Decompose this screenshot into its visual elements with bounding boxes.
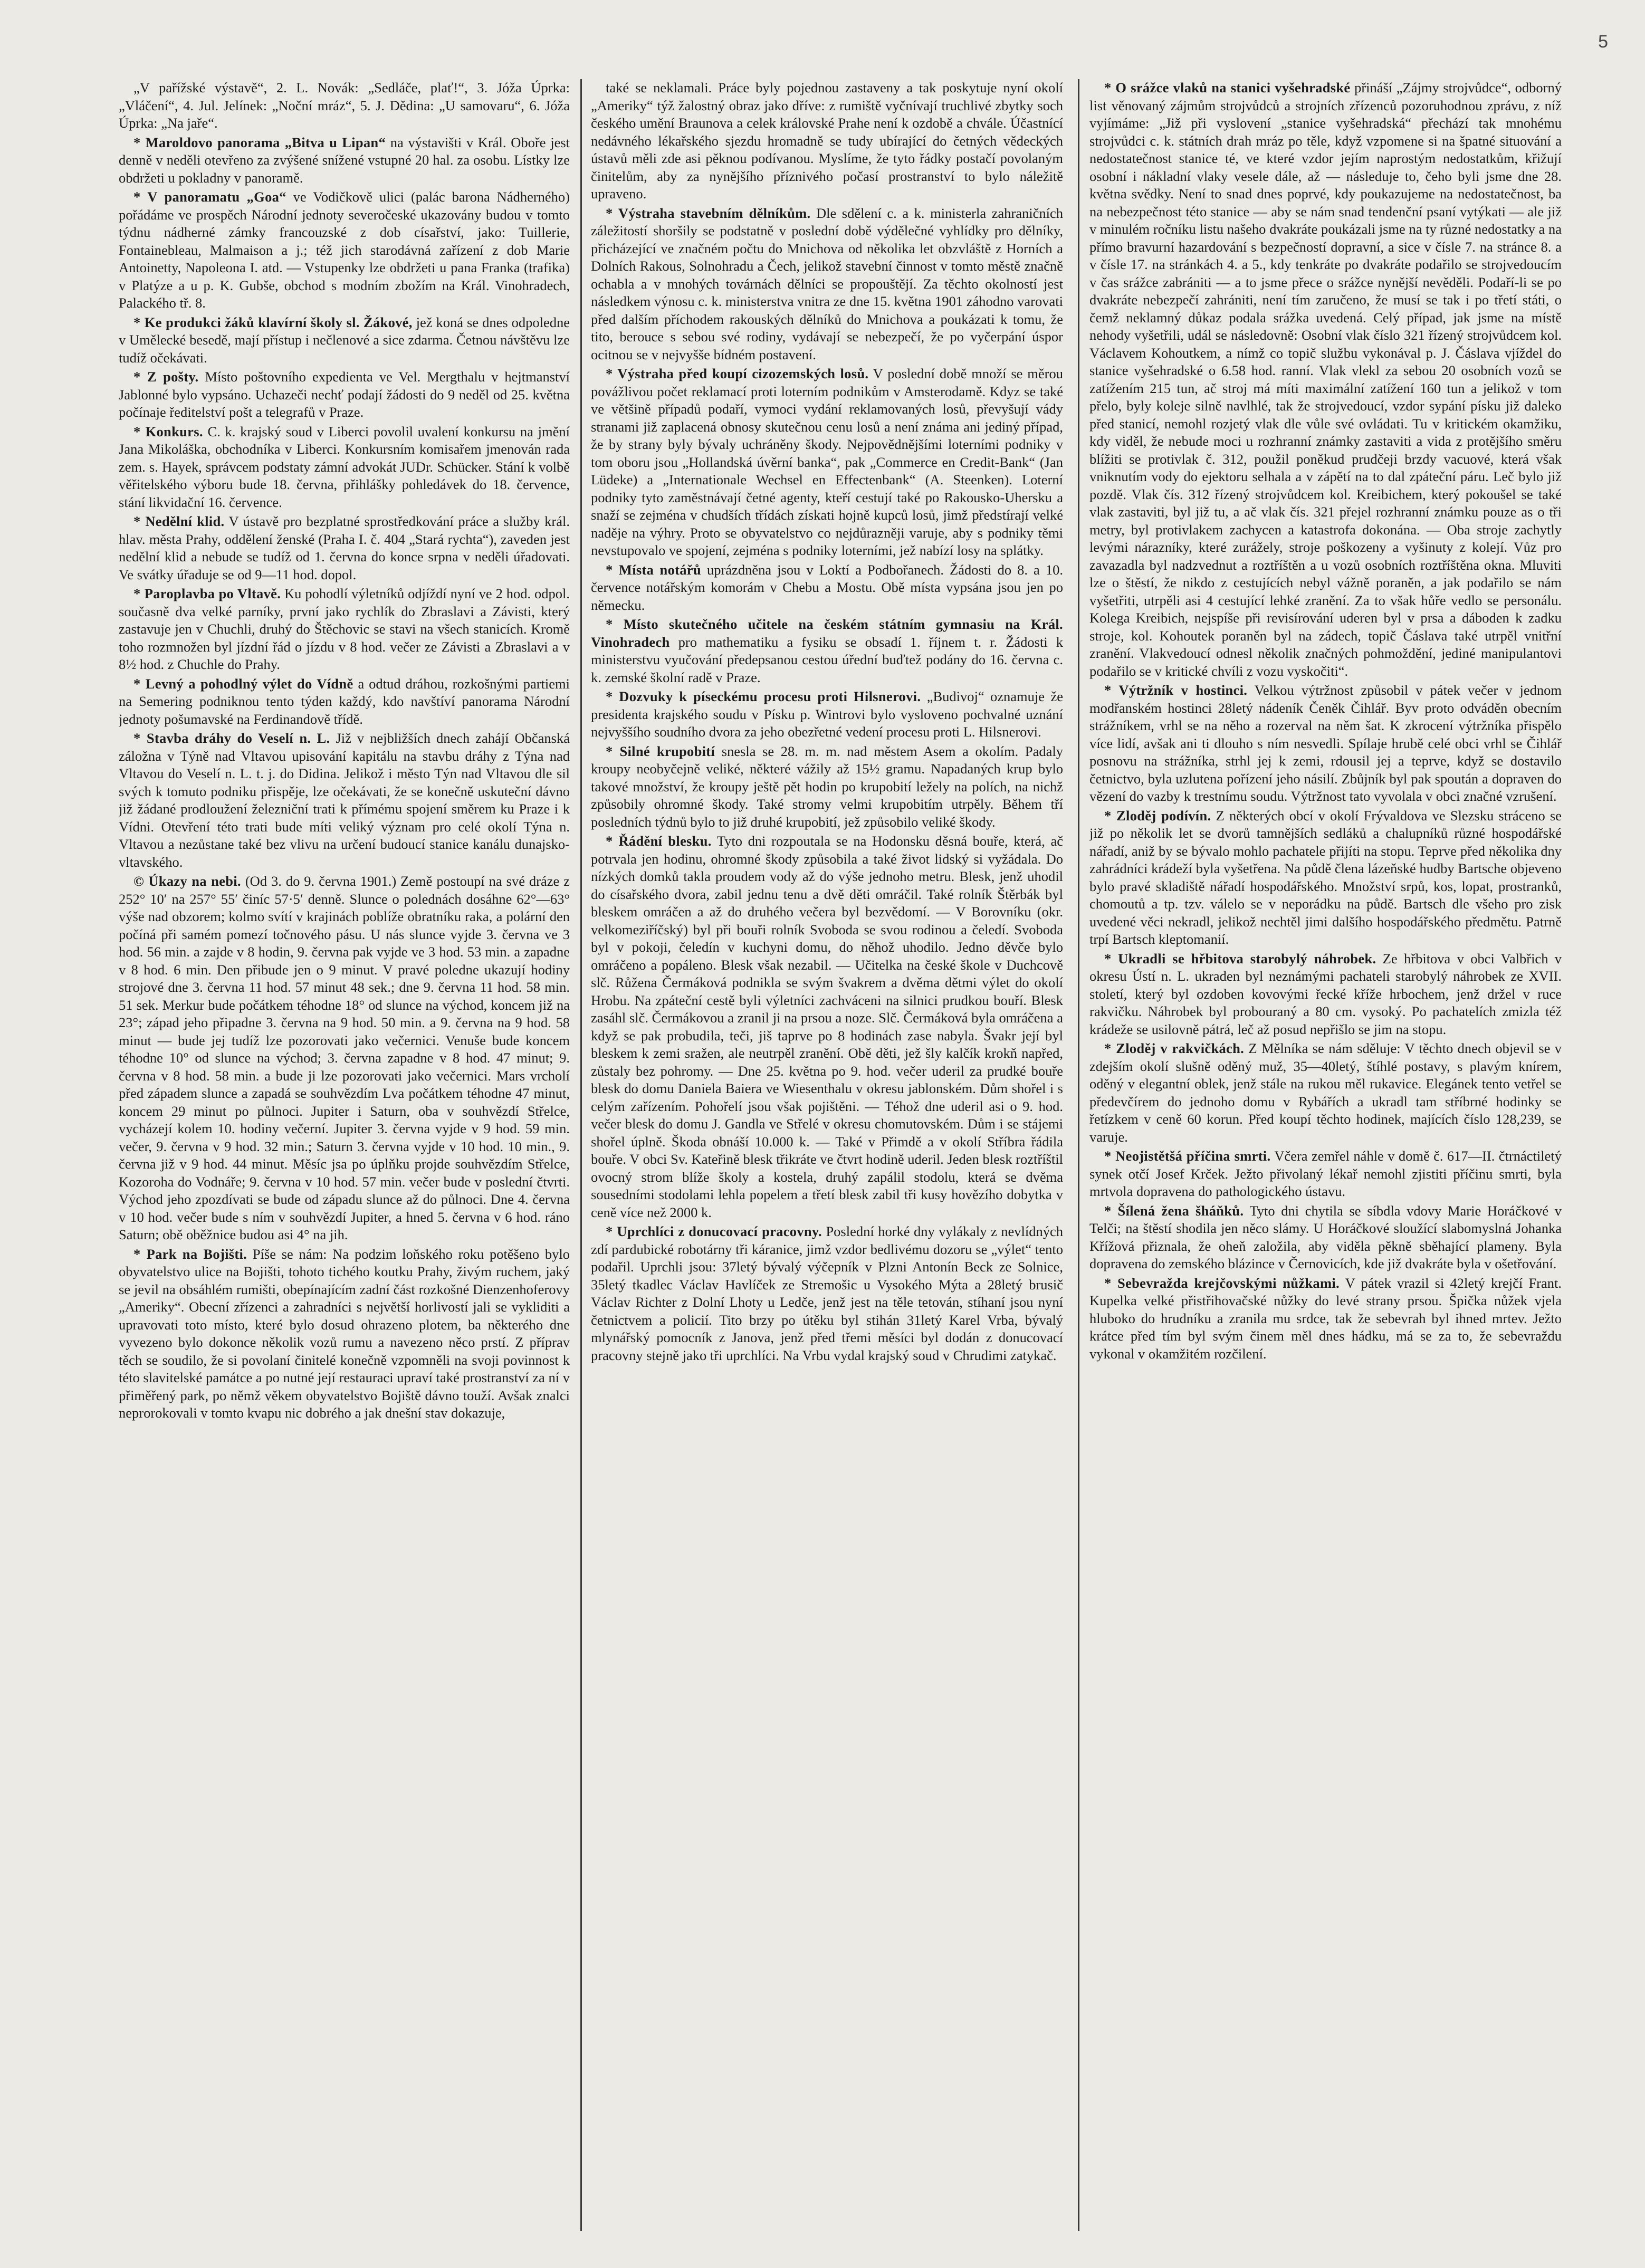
article-text: (Od 3. do 9. června 1901.) Země postoupí na své dráze z 252° 10′ na 257° 55′ činíc 57·5′ denně. Slunce o polednách dosáhne 62°—63° výše nad obzorem; kolmo svítí v krajinách poblíže obratníku raka, a polární den počíná při samém pomezí točnového pásu. U nás slunce vyjde 3. června ve 3 hod. 56 min. a zajde v 8 hodin, 9. června pak vyjde ve 3 hod. 53 min. a zapadne v 8 hod. 6 min. Den přibude jen o 9 minut. V pravé poledne ukazují hodiny strojové dne 3. června 11 hod. 57 minut 48 sek.; dne 9. června 11 hod. 58 min. 51 sek. Merkur bude počátkem téhodne 18° od slunce na východ, koncem již na 23°; západ jeho připadne 3. června na 9 hod. 50 min. a 9. června na 9 hod. 58 minut — bude jej tudíž lze pozorovati jako večernici. Venuše bude koncem téhodne 10° od slunce na východ; 3. června zapadne v 8 hod. 47 minut; 9. června v 8 hod. 58 min. a bude ji lze pozorovati jako večernici. Mars vrcholí před západem slunce a zapadá se souhvězdím Lva počátkem téhodne 47 minut, koncem 29 minut po půlnoci. Jupiter i Saturn, oba v souhvězdí Střelce, vycházejí kolem 10. hodiny večerní. Jupiter 3. června vyjde v 9 hod. 59 min. večer, 9. června v 9 hod. 32 min.; Saturn 3. června vyjde v 10 hod. 10 min., 9. června již v 9 hod. 44 minut. Měsíc jsa po úplňku projde souhvězdím Střelce, Kozoroha do Vodnáře; 9. června v 10 hod. 57 min. večer bude v poslední čtvrti. Východ jeho zpozdívati se bude od západu slunce až do půlnoci. Dne 4. června v 10 hod. večer bude s ním v souhvězdí Jupiter, a hned 5. června v 6 hod. ráno Saturn; obě oběžnice budou asi 4° na jih.: [119, 873, 570, 1242]
article-paragraph: [119, 730, 570, 871]
article-paragraph: [1089, 807, 1562, 949]
article-text: ve Vodičkově ulici (palác barona Nádherného) pořádáme ve prospěch Národní jednoty severočeské ukazovány budou v tomto týdnu nádherné zámky francouzské z dob císařství, jako: Tuillerie, Fontainebleau, Malmaison a j.; též jich starodávná zařízení z dob Marie Antoinetty, Napoleona I. atd. — Vstupenky lze obdržeti u pana Franka (trafika) v Platýze a u p. K. Gubše, obchod s modním zbožím na Král. Vinohradech, Palackého tř. 8.: [119, 189, 570, 311]
article-paragraph: [119, 423, 570, 512]
article-text: Včera zemřel náhle v domě č. 617—II. čtrnáctiletý synek otčí Josef Krček. Ježto přivolaný lékař nemohl zjistiti příčinu smrti, byla mrtvola dopravena do pathologického ústavu.: [1089, 1148, 1562, 1199]
article-paragraph: [1089, 950, 1562, 1039]
article-text: Ku pohodlí výletníků odjíždí nyní ve 2 hod. odpol. současně dva velké parníky, první jako rychlík do Zbraslavi a Závisti, který zastavuje jen v Chuchli, druhý do Štěchovic se stavi na všech stanicích. Kromě toho rozmnožen byl jízdní řád o jízdu v 8 hod. večer ze Závisti a Zbraslavi a v 8½ hod. z Chuchle do Prahy.: [119, 586, 570, 672]
article-headline: * Uprchlíci z donucovací pracovny.: [606, 1223, 822, 1239]
column-middle: [591, 79, 1063, 2236]
article-paragraph: [119, 1246, 570, 1422]
article-headline: * Ke produkci žáků klavírní školy sl. Žákové,: [133, 314, 413, 330]
article-paragraph: [119, 368, 570, 422]
article-paragraph: [1089, 1040, 1562, 1146]
article-paragraph: [591, 79, 1063, 203]
article-text: Tyto dni rozpoutala se na Hodonsku děsná bouře, která, ač potrvala jen hodinu, ohromné škody způsobila a také život lidský si vyžádala. Do nízkých domků takla proudem vody až do výše jednoho metru. Blesk, jenž uhodil do císařského dvora, zabil jednu tenu a dvě děti omráčil. Také rolník Štěrbák byl bleskem omráčen a až do druhého večera byl bezvědomí. — V Borovníku (okr. velkomeziříčský) byl při bouři rolník Svoboda se svou rodinou a čeledí. Svoboda byl v pokoji, čeledín v kuchyni domu, do něhož uhodilo. Jedno děvče bylo omráčeno a popáleno. Blesk však nezabil. — Učitelka na české škole v Duchcově slč. Růžena Čermáková podnikla se svým švakrem a dvěma dětmi výlet do okolí Hrobu. Na zpáteční cestě byli výletníci zachváceni na silnici prudkou bouří. Blesk zasáhl slč. Čermákovou a zranil ji na prsou a noze. Slč. Čermáková byla omráčena a když se pak probudila, teči, jiš taprve po 8 hodinách zase nabyla. Švakr její byl bleskem k zemi sražen, ale neutrpěl zranění. Obě děti, jež šly kalčík krokň napřed, zůstaly bez pohromy. — Dne 25. května po 9. hod. večer uderil za prudké bouře blesk do domu Daniela Baiera ve Wiesenthalu v okresu jablonském. Dům shořel i s celým zařízením. Pohořelí jsou však pojištěni. — Téhož dne uderil asi o 9. hod. večer blesk do domu J. Gandla ve Střelé v okresu chomutovském. Dům i se stájemi shořel úplně. Škoda obnáší 10.000 k. — Také v Přimdě a v okolí Stříbra řádila bouře. V obci Sv. Kateřině blesk třikráte ve čtvrt hodině uderil. Jeden blesk roztříštil ovocný strom blíže školy a kostela, druhý zapálil stodolu, která se dvěma sousedními stodolami lehla popelem a třetí blesk zabil tři kusy hovězího dobytka v ceně více než 2000 k.: [591, 833, 1063, 1220]
article-text: Z Mělníka se nám sděluje: V těchto dnech objevil se v zdejším okolí slušně oděný muž, 35—40letý, štíhlé postavy, s plavým knírem, oděný v elegantní oblek, jenž stále na rukou měl rukavice. Elegánek tento vetřel se předevčírem do jednoho domu v Rybářích a ukradl tam stříbrné hodinky se řetízkem v ceně 60 korun. Před koupí těchto hodinek, majících číslo 128,239, se varuje.: [1089, 1040, 1562, 1145]
article-text: a odtud dráhou, rozkošnými partiemi na Semering podniknou tento týden každý, kdo navštíví panorama Národní jednoty pošumavské na Ferdinandově třídě.: [119, 675, 570, 727]
article-headline: * Místa notářů: [606, 561, 701, 578]
article-paragraph: [591, 561, 1063, 615]
article-headline: * Šílená žena šháňků.: [1104, 1202, 1244, 1219]
article-paragraph: [119, 585, 570, 674]
article-paragraph: [1089, 682, 1562, 806]
article-text: na výstavišti v Král. Oboře jest denně v neděli otevřeno za zvýšené snížené vstupné 20 hal. za osobu. Lístky lze obdržeti u pokladny v panoramě.: [119, 134, 570, 186]
article-text: jež koná se dnes odpoledne v Umělecké besedě, mají přístup i nečlenové a sice zdarma. Četnou návštěvu lze tudíž očekávati.: [119, 314, 570, 366]
article-text: C. k. krajský soud v Liberci povolil uvalení konkursu na jmění Jana Mikoláška, obchodníka v Liberci. Konkursním komisařem jmenován rada zem. s. Hayek, správcem podstaty zámní advokát JUDr. Schücker. Stání k volbě věřitelského výboru bude 18. června, přihlášky pohledávek do 18. července, stání likvidační 16. července.: [119, 423, 570, 510]
article-paragraph: [591, 1223, 1063, 1364]
article-headline: * Výtržník v hostinci.: [1104, 682, 1248, 698]
article-text: Místo poštovního expedienta ve Vel. Mergthalu v hejtmanství Jablonné bylo vypsáno. Uchazeči nechť podají žádosti do 9 neděl od 25. května počínaje ředitelství pošt a telegrafů v Praze.: [119, 369, 570, 420]
article-text: V ústavě pro bezplatné sprostředkování práce a služby král. hlav. města Prahy, oddělení ženské (Praha I. č. 404 „Stará rychta“), zaveden jest nedělní klid a nebude se tudíž od 1. června do konce srpna v neděli úřadovati. Ve svátky úřaduje se od 9—11 hod. dopol.: [119, 513, 570, 582]
article-paragraph: [119, 79, 570, 132]
article-text: V poslední době množí se měrou povážlivou počet reklamací proti loterním podnikům v Amsterodamě. Kdyz se také ve většině případů podaří, vymoci vydání reklamovaných losů, převyšují vády stranami již zaplacená obnosy skutečnou cenu losů a není známa ani jediný případ, že by strany byly bývaly uchráněny škody. Nejpovědnějšími loterními podniky v tom oboru jsou „Hollandská úvěrní banka“, pak „Commerce en Credit-Bank“ (Jan Lüdeke) a „Internationale Wechsel en Effectenbank“ (A. Steenken). Loterní podniky tyto zaměstnávají četné agenty, kteří cestují také po Rakousko-Uhersku a snaží se zejména v chudších třídách získati hojně kupců losů, jimž předstírají velké naděje na výhry. Proto se obyvatelstvo co nejdůrazněji varuje, aby s podniky těmi nevstupovalo ve spojení, zejména s podniky loterními, jež nabízí losy na splátky.: [591, 366, 1063, 558]
article-text: uprázdněna jsou v Loktí a Podbořanech. Žádosti do 8. a 10. července notářským komorám v Chebu a Mostu. Obě místa vypsána jsou jen po německu.: [591, 561, 1063, 613]
article-headline: * Silné krupobití: [606, 743, 715, 759]
article-headline: * Konkurs.: [133, 423, 203, 439]
article-headline: * Zloděj podívín.: [1104, 807, 1211, 824]
article-text: „Budivoj“ oznamuje že presidenta krajského soudu v Písku p. Wintrovi bylo vysloveno pochvalné uznání nejvyššího soudního dvora za jeho obezřetné vedení procesu proti L. Hilsnerovi.: [591, 688, 1063, 740]
article-paragraph: [591, 365, 1063, 560]
column-left: [119, 79, 570, 2236]
article-text: přináší „Zájmy strojvůdce“, odborný list věnovaný zájmům strojvůdců a strojních zřízenců pozoruhodnou zprávu, z níž vyjímáme: „Již při vyslovení „stanice vyšehradská“ přechází tak mnohému strojvůdci c. k. státních drah mráz po těle, když vzpomene si na špatné situování a nedostatečnost stanice té, ve které vzdor jejím naprostým nedostatkům, křižují osobní i nákladní vlaky vesele dále, až — následuje to, čeho byli jsme dne 28. května svědky. Není to snad dnes poprvé, kdy poukazujeme na nedostatečnost, ba na nebezpečnost této stanice — aby se nám snad tendenční psaní vytýkati — ale již v minulém ročníku listu našeho dvakráte poukázali jsme na ty různé nedostatky a na přímo bravurní hazardování s bezpečností dopravní, a sice v čísle 7. na stránce 8. a v čísle 17. na stránkách 4. a 5., kdy tenkráte po dvakráte podařilo se strojvedoucím v čas srážce zabrániti — a to jsme přece o srážce nynější nevěděli. Podaří-li se po dvakráte nebezpečí zahrániti, není tím zaručeno, že musí se tak i po třetí státi, o čemž neklamný důkaz podala srážka uvedená. Celý případ, jak jsme na místě nehody vyšetřili, udál se následovně: Osobní vlak číslo 321 řízený strojvůdcem kol. Václavem Kohoutkem, a nímž co topič službu vykonával p. J. Čáslava vjíždel do stanice vyšehradské o 6.58 hod. ranní. Vlak vlekl za sebou 20 osobních vozů se zatížením 215 tun, ač stroj má míti maximální zatížení 160 tun a jelikož v tom přelo, byly koleje silně navlhlé, tak že strojvedoucí, vzdor sypání písku již daleko před stanicí, nemohl rozjetý vlak dle vůle své ovládati. Tu v kritickém okamžiku, kdy viděl, že nebude moci u rozhranní známky zastaviti a vida z protějšího směru blížiti se protivlak č. 312, použil poněkud prudčeji brzdy vacuové, která však vniknutím vody do ejektoru selhala a v zápětí na to dal zpáteční páru. Leč bylo již pozdě. Vlak čís. 312 řízený strojvůdcem kol. Kreibichem, který pokoušel se také vlak zastaviti, byl již tu, a ač vlak čís. 321 přejel rozhranní známku pouze as o tři metry, byl protivlakem zachycen a katastrofa dokonána. — Oba stroje zachytly levými nárazníky, které zurážely, stroje poškozeny a vyšinuty z kolejí. Vůz pro zavazadla byl nadzvednut a roztříštěn a u vozů osobních roztříštěna okna. Mluviti lze o štěstí, že nikdo z cestujících nebyl vážně poraněn, a jak podařilo se nám vyšetřiti, utrpěli asi 4 cestující lehké zranění. Za to však hůře vedlo se personálu. Kolega Kreibich, nejspíše při revisírování uderen byl v prsa a dáboden k zadku stroje, kol. Kohoutek poraněn byl na zádech, topič Čáslava také utrpěl vnitřní zranění. Vlakvedoucí odnesl několik značných pohmoždění, jediné manipulantovi podařilo se v kritické chvíli z vozu vyskočiti“.: [1089, 80, 1562, 679]
article-text: Velkou výtržnost způsobil v pátek večer v jednom modřanském hostinci 28letý nádeník Čeněk Čihlář. Byv proto odváděn obecním strážníkem, vrhl se na něho a rozerval na něm šat. K zkrocení výtržníka přispělo více lidí, avšak ani ti dlouho s ním nesvedli. Spílaje hrubě celé obci vrhl se Čihlář posnovu na strážníka, strhl jej k zemi, rdousil jej a teprve, když se dostavilo četnictvo, byla uzlutena pořízení jeho násilí. Zbůjník byl pak spoután a dopraven do vězení do vazby k trestnímu soudu. Výtržnost tato vyvolala v obci značné vzrušení.: [1089, 682, 1562, 804]
article-text: V pátek vrazil si 42letý krejčí Frant. Kupelka velké přistřihovačské nůžky do levé strany prsou. Špička nůžek vjela hluboko do hrudníku a zranila mu srdce, tak že sebevrah byl ihned mrtev. Ježto krátce před tím byl svým činem měl dnes hádku, má se za to, že sebevraždu vykonal v okamžitém rozčilení.: [1089, 1275, 1562, 1362]
article-paragraph: [119, 513, 570, 583]
article-headline: * Výstraha stavebním dělníkům.: [606, 205, 811, 221]
article-text: Píše se nám: Na podzim loňského roku potěšeno bylo obyvatelstvo ulice na Bojišti, tohoto tichého koutku Prahy, živým ruchem, jaký se jevil na obsáhlém rumišti, obepínajícím zadní část rozkošné Dienzenhoferovy „Ameriky“. Obecní zřízenci a zahradníci s největší horlivostí jali se vykliditi a upravovati toto místo, které bylo dosud ohrazeno plotem, ba některého dne vyvezeno bylo dokonce několik vozů rumu a navezeno něco prstí. Z příprav těch se soudilo, že si povolaní činitelé konečně vzpomněli na svoji povinnost k této slavitelské památce a po nutné její restauraci upraví také prostranství za ní v přiměřený park, po němž věkem obyvatelstvo Bojiště dávno touží. Avšak znalci neprorokovali v tomto kvapu nic dobrého a jak dnešní stav dokazuje,: [119, 1246, 570, 1421]
article-paragraph: [119, 675, 570, 729]
article-paragraph: [1089, 79, 1562, 680]
article-paragraph: [591, 743, 1063, 831]
article-headline: * O srážce vlaků na stanici vyšehradské: [1104, 80, 1351, 95]
article-paragraph: [1089, 1202, 1562, 1273]
article-headline: * Levný a pohodlný výlet do Vídně: [133, 675, 353, 692]
column-right: [1089, 79, 1562, 2236]
article-text: Poslední horké dny vylákaly z nevlídných zdí pardubické robotárny tři káranice, jimž vzdor bedlivému dozoru se „výlet“ tento podařil. Uprchli jsou: 37letý bývalý výčepník v Plzni Antonín Beck ze Solnice, 35letý tkadlec Václav Havlíček ze Stremošic u Vysokého Mýta a 28letý brusič Václav Richter z Dolní Lhoty u Ledče, jenž jest na těle tetován, stíhaní jsou nyní četnictvem a policií. Tito brzy po útěku byl stihán 31letý Karel Vrba, bývalý mlynářský pomocník z Janova, jenž před třemi měsíci byl dodán z donucovací pracovny stejně jako tři uprchlíci. Na Vrbu vydal krajský soud v Chrudimi zatykač.: [591, 1223, 1063, 1363]
article-headline: * Sebevražda krejčovskými nůžkami.: [1104, 1275, 1340, 1291]
article-text: také se neklamali. Práce byly pojednou zastaveny a tak poskytuje nyní okolí „Ameriky“ týž žalostný obraz jako dříve: z rumiště vyčnívají truchlivé zbytky soch českého umění Braunova a celek královské Prahe není k ozdobě a chvále. Účastnící nedávného lékařského sjezdu hromadně se tudy ubírající do četných vědeckých ústavů měli zde asi pěknou podívanou. Myslíme, že tyto řádky postačí povolaným činitelům, aby za nynějšího příznivého počasí prostranství to bylo náležitě upraveno.: [591, 80, 1063, 202]
article-text: Z některých obcí v okolí Frývaldova ve Slezsku stráceno se již po několik let se dvorů tamnějších sedláků a chalupníků různé hospodářské nářadí, aniž by se bývalo mohlo pachatele přijíti na stopu. Teprve před několika dny zahrádníci krádeží byla vyšetřena. Na půdě člena lázeňské hudby Bartsche objeveno bylo pravé skladiště nářadí hospodářského. Množství srpů, kos, lopat, prostranků, chomoutů a tp. tzv. válelo se v neporádku na půdě. Bartsch dle všeho pro zisk uvedené věci nekradl, jelikož nechtěl jimi dalšího hospodářského předmětu. Patrně trpí Bartsch kleptomanií.: [1089, 807, 1562, 947]
article-headline: * Z pošty.: [133, 369, 199, 385]
article-headline: * Nedělní klid.: [133, 513, 225, 529]
article-headline: * Stavba dráhy do Veselí n. L.: [133, 730, 330, 746]
article-headline: © Úkazy na nebi.: [133, 873, 241, 889]
column-rule-right: [1078, 79, 1079, 2231]
article-paragraph: [1089, 1275, 1562, 1363]
article-headline: * Ukradli se hřbitova starobylý náhrobek.: [1104, 950, 1376, 966]
article-headline: * V panoramatu „Goa“: [133, 189, 286, 205]
article-text: Tyto dni chytila se síbdla vdovy Marie Horáčkové v Telči; na štěstí shodila jen něco slámy. U Horáčkové sloužící slabomyslná Johanka Křížová přiznala, že oheň založila, aby viděla pěkně sběhající plameny. Byla dopravena do zemského blázince v Černovicích, kde již dvakráte byla v ošetřování.: [1089, 1202, 1562, 1271]
article-paragraph: [119, 134, 570, 187]
article-paragraph: [119, 188, 570, 312]
article-headline: * Dozvuky k píseckému procesu proti Hilsnerovi.: [606, 688, 921, 704]
column-rule-left: [580, 79, 582, 2231]
article-headline: * Park na Bojišti.: [133, 1246, 247, 1262]
article-text: Ze hřbitova v obci Valbřich v okresu Ústí n. L. ukraden byl neznámými pachateli starobylý náhrobek ze XVII. století, který byl ozdoben kovovými řecké kříže hrbochem, jenž držel v ruce rakvičku. Náhrobek byl probouraný a 80 cm. vysoký. Po pachatelích zmizla též krádeže se usilovně pátrá, leč až posud nepřišlo se jim na stopu.: [1089, 950, 1562, 1037]
article-paragraph: [1089, 1147, 1562, 1201]
page-marker: 5: [1598, 32, 1608, 52]
article-text: „V pařížské výstavě“, 2. L. Novák: „Sedláče, plať!“, 3. Jóža Úprka: „Vláčení“, 4. Jul. Jelínek: „Noční mráz“, 5. J. Dědina: „U samovaru“, 6. Jóža Úprka: „Na jaře“.: [119, 80, 570, 131]
article-text: Již v nejbližších dnech zahájí Občanská záložna v Týně nad Vltavou upisování kapitálu na stavbu dráhy z Týna nad Vltavou do Veselí n. L. t. j. do Didina. Jelikož i město Týn nad Vltavou dle sil svých k tomuto podniku přispěje, lze očekávati, že se konečně uskuteční dávno již žádané prodloužení železniční trati k přímému spojení směrem ku Praze i k Vídni. Otevření této trati bude míti veliký význam pro celé okolí Týna n. Vltavou a nezůstane také bez vlivu na určení budoucí stanice kanálu dunajsko-vltavského.: [119, 730, 570, 870]
article-text: snesla se 28. m. m. nad městem Asem a okolím. Padaly kroupy neobyčejně veliké, některé vážily až 15½ gramu. Napadaných krup bylo takové množství, že kroupy ještě pět hodin po krupobití ležely na polích, na nichž způsobily ohromné škody. Také stromy velmi krupobitím utrpěly. Během tří posledních týdnů bylo to již druhé krupobití, jež způsobilo veliké škody.: [591, 743, 1063, 830]
article-headline: * Zloděj v rakvičkách.: [1104, 1040, 1245, 1056]
article-headline: * Neojistětšá příčina smrti.: [1104, 1148, 1271, 1164]
article-text: pro mathematiku a fysiku se obsadí 1. říjnem t. r. Žádosti k ministerstvu vyučování předepsanou cestou úřední buďtež podány do 16. června c. k. zemské školní radě v Praze.: [591, 634, 1063, 685]
article-headline: * Výstraha před koupí cizozemských losů.: [606, 366, 869, 381]
article-paragraph: [591, 832, 1063, 1221]
article-paragraph: [591, 688, 1063, 741]
article-paragraph: [119, 314, 570, 367]
article-text: Dle sdělení c. a k. ministerla zahraničních záležitostí shoršily se podstatně v poslední době výdělečné vyhlídky pro dělníky, přicházející ve značném počtu do Mnichova od několika let obzvláště z Horních a Dolních Rakous, Solnohradu a Čech, jelikož stavební činnost v tomto městě značně ochabla a v mnohých továrnách dělníci se propouštějí. Za těchto okolností jest následkem výnosu c. k. ministerstva vnitra ze dne 15. května 1901 záhodno varovati před dalším příchodem rakouských dělníků do Mnichova a poukázati k tomu, že tito, berouce s sebou své rodiny, vydávají se nebezpečí, že po vyčerpání úspor ocitnou se v nejvyšše bídném postavení.: [591, 205, 1063, 362]
article-paragraph: [119, 873, 570, 1244]
article-paragraph: [591, 616, 1063, 686]
article-headline: * Místo skutečného učitele na českém státním gymnasiu na Král. Vinohradech: [591, 616, 1063, 650]
article-paragraph: [591, 205, 1063, 364]
article-headline: * Paroplavba po Vltavě.: [133, 586, 281, 601]
article-headline: * Řádění blesku.: [606, 833, 712, 849]
article-headline: * Maroldovo panorama „Bitva u Lipan“: [133, 134, 386, 150]
